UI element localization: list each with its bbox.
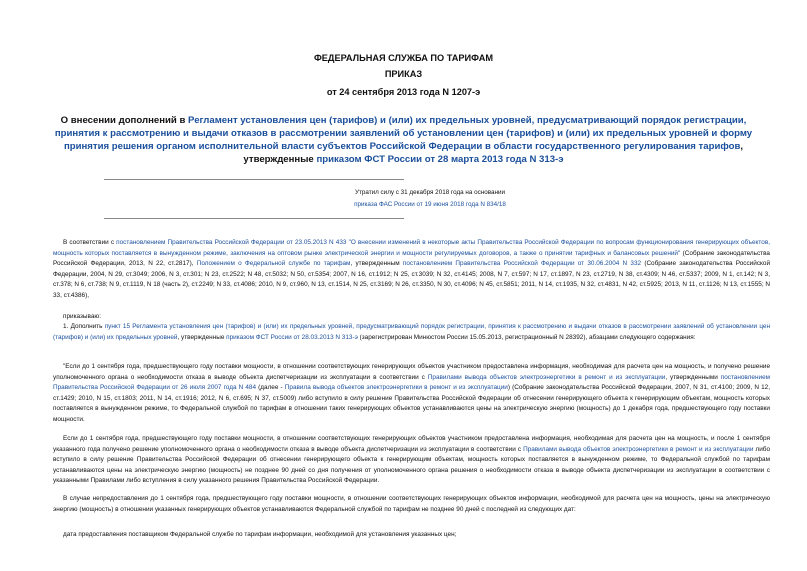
status-repeal-link[interactable]: приказа ФАС России от 19 июня 2018 года N 834/18 [354,201,506,208]
paragraph-text: (Собрание законодательства Российской Федерации, 2013, N 22, ст.2817), [53,249,770,268]
paragraph-text: , утвержденным [350,260,403,268]
paragraph-text: , утвержденными [665,373,721,381]
paragraph-text: (Собрание законодательства Российской Федерации, 2004, N 29, ст.3049; 2006, N 3, ст.301; N 23, ст.2522; N 48, ст.5032; N 50, ст.5354; 2007, N 16, ст.1912; N 25, ст.3039; N 32, ст.4145; 2008, N 7, ст.597; N 17, ст.1897, N 23, ст.2719, N 38, ст.4309; N 46, ст.5337; 2009, N 1, ст.142; N 3, ст.378; N 6, ст.738; N 9, ст.1119, N 18 (часть 2), ст.2249; N 33, ст.4086; 2010, N 9, ст.960, N 13, ст.1514, N 25, ст.3169; N 26, ст.3350, N 30, ст.4096; N 45, ст.5851; 2011, N 14, ст.1935, N 32, ст.4831, N 42, ст.5925; 2013, N 11, ст.1126; N 13, ст.1555; N 33, ст.4386), [53,260,771,299]
paragraph-text: (далее - [256,384,285,392]
status-text: Утратил силу с 31 декабря 2018 года на основании [354,189,506,196]
paragraph-text: "Если до 1 сентября года, предшествующего году поставки мощности, в отношении соответствующих генерирующих объектов участником предоставлена информация, необходимая для расчета цен на мощность, и получено решение уполномоченного органа о необходимости отказа в выводе объекта диспетчеризации из эксплуатации в соответствии с [53,363,770,381]
fst-regulation-link[interactable]: Положением о Федеральной службе по тарифам [196,260,351,268]
title-order-link[interactable]: приказом ФСТ России от 28 марта 2013 года N 313-э [316,154,564,165]
divider-bottom [104,218,404,219]
paragraph-text: (зарегистрирован Минюстом России 15.05.2013, регистрационный N 28392), абзацами следующего содержания: [357,333,696,341]
order-313-link[interactable]: приказом ФСТ России от 28.03.2013 N 313-э [226,333,358,341]
resolution-433-link[interactable]: постановлением Правительства Российской Федерации от 23.05.2013 N 433 "О внесении изменений в некоторые акты Правительства Российской Федерации по вопросам функционирования генерирующих объектов, мощность которых поставляется в вынужденном режиме, заключения на оптовом рынке электрической энергии и мощности регулируемых договоров, а также о принятии тарифных и балансовых решений" [53,239,770,257]
title-regulation-link[interactable]: Регламент установления цен (тарифов) и (или) их предельных уровней, предусматривающий порядок регистрации, принятия к рассмотрению и выдачи отказов в рассмотрении заявлений об установлении цен (тарифов) и (или) их предельных уровней и форму принятия решения органом исполнительной власти субъектов Российской Федерации в области государственного регулирования тарифов [54,115,753,152]
title-text: О внесении дополнений в [60,115,189,126]
paragraph-quote-4: дата предоставления поставщиком Федеральной службе по тарифам информации, необходимой для установления указанных цен; [63,531,457,538]
status-note [300,187,560,211]
rules-link[interactable]: Правилами вывода объектов электроэнергетики в ремонт и из эксплуатации [523,445,754,453]
resolution-332-link[interactable]: постановлением Правительства Российской Федерации от 30.06.2004 N 332 [402,260,642,268]
document-title [40,114,767,166]
paragraph-quote-1 [53,362,770,426]
paragraph-item-1 [53,322,770,343]
paragraph-preamble [53,238,770,302]
paragraph-order: приказываю: [63,313,101,320]
paragraph-quote-2 [53,434,770,487]
paragraph-text: Если до 1 сентября года, предшествующего году поставки мощности, в отношении соответствующих генерирующих объектов участником предоставлена информация, необходимая для расчета цен на мощность, и после 1 сентября указанного года получено решение уполномоченного органа о необходимости отказа в выводе объекта диспетчеризации из эксплуатации в соответствии с [53,435,770,453]
paragraph-text: , утвержденные [177,333,227,341]
resolution-484-link[interactable]: постановлением Правительства Российской Федерации от 26 июля 2007 года N 484 [53,373,771,392]
document-type-heading: ПРИКАЗ [384,69,423,79]
item-15-link[interactable]: пункт 15 Регламента установления цен (тарифов) и (или) их предельных уровней, предусматривающий порядок регистрации, принятия к рассмотрению и выдачи отказов в рассмотрении заявлений об установлении цен (тарифов) и (или) их предельных уровней [53,323,770,341]
paragraph-text: ) (Собрание законодательства Российской Федерации, 2007, N 31, ст.4100; 2009, N 12, ст.1429; 2010, N 15, ст.1803; 2011, N 14, ст.1916; 2012, N 6, ст.695; N 37, ст.5009) либо вступило в силу решение Правительства Российской Федерации об отнесении генерирующего объекта к генерирующим объектам, мощность которых поставляется в вынужденном режиме, то Федеральной службой по тарифам в отношении таких генерирующих объектов устанавливаются цены на электрическую энергию (мощность) до 1 декабря года, предшествующего году поставки мощности. [53,384,770,423]
paragraph-text: В соответствии с [63,239,117,246]
divider-top [104,179,404,180]
paragraph-text: либо вступило в силу решение Правительства Российской Федерации об отнесении генерирующего объекта к генерирующим объектам, мощность которых поставляется в вынужденном режиме, то Федеральной службой по тарифам устанавливаются цены на электрическую энергию (мощность) не позднее 90 дней со дня получения от уполномоченного органа решения о необходимости отказа в выводе объекта диспетчеризации из эксплуатации в соответствии с указанными Правилами либо вступления в силу указанного решения Правительства Российской Федерации. [53,445,770,485]
title-text: , утвержденные [243,141,744,165]
paragraph-text: 1. Дополнить [63,323,105,330]
paragraph-quote-3: В случае непредоставления до 1 сентября года, предшествующего году поставки мощности, в отношении соответствующих генерирующих объектов информации, необходимой для расчета цен на мощность, цены на электрическую энергию (мощность) в отношении указанных генерирующих объектов устанавливаются Федеральной службой по тарифам не позднее 90 дней с последней из следующих дат: [53,495,770,513]
rules-short-link[interactable]: Правила вывода объектов электроэнергетики в ремонт и из эксплуатации [284,384,508,392]
document-date-number: от 24 сентября 2013 года N 1207-э [326,87,481,97]
agency-heading: ФЕДЕРАЛЬНАЯ СЛУЖБА ПО ТАРИФАМ [313,53,494,63]
rules-link[interactable]: Правилами вывода объектов электроэнергетики в ремонт и из эксплуатации [427,373,666,381]
